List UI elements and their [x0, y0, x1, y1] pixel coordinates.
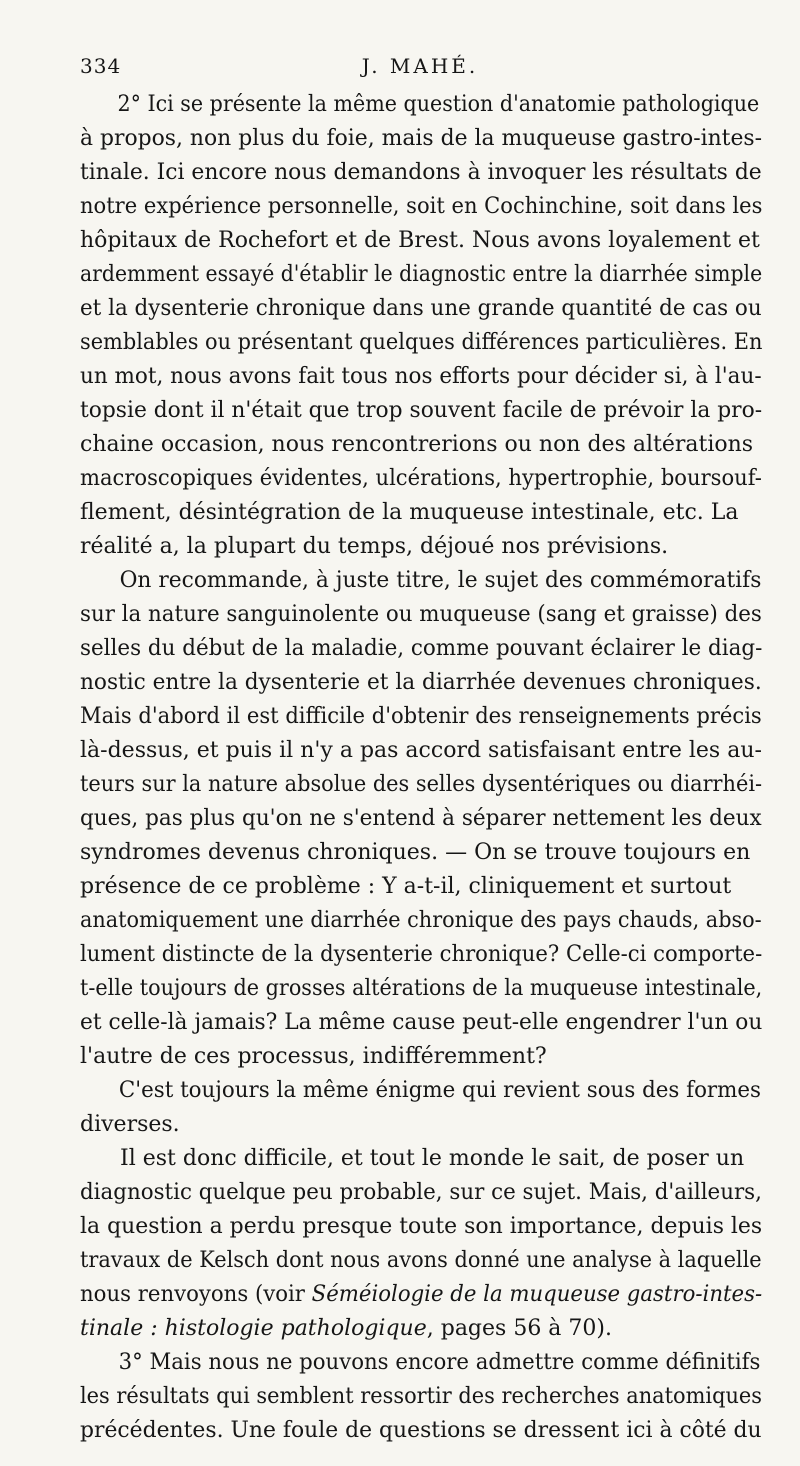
- text-line: On recommande, à juste titre, le sujet des commémoratifs: [119, 568, 762, 593]
- text-line: anatomiquement une diarrhée chronique des pays chauds, abso-: [80, 908, 762, 933]
- text-line: t-elle toujours de grosses altérations de la muqueuse intestinale,: [80, 976, 763, 1001]
- text-line: ardemment essayé d'établir le diagnostic entre la diarrhée simple: [80, 262, 763, 287]
- italic-reference: tinale : histologie pathologique: [80, 1316, 427, 1341]
- text-line: flement, désintégration de la muqueuse intestinale, etc. La: [80, 500, 739, 525]
- text-line: hôpitaux de Rochefort et de Brest. Nous avons loyalement et: [80, 228, 760, 253]
- text-line: à propos, non plus du foie, mais de la muqueuse gastro-intes-: [80, 126, 763, 151]
- body-text: [80, 88, 762, 1448]
- text-line: chaine occasion, nous rencontrerions ou non des altérations: [80, 432, 754, 457]
- text-line: ques, pas plus qu'on ne s'entend à séparer nettement les deux: [80, 806, 762, 831]
- text-line: les résultats qui semblent ressortir des recherches anatomiques: [80, 1384, 763, 1409]
- italic-reference: Séméiologie de la muqueuse gastro-intes-: [311, 1282, 763, 1307]
- text-line: macroscopiques évidentes, ulcérations, hypertrophie, boursouf-: [80, 466, 762, 491]
- paragraph-commemoratives: [80, 564, 762, 1074]
- text-line: lument distincte de la dysenterie chronique? Celle-ci comporte-: [80, 942, 763, 967]
- text-line: travaux de Kelsch dont nous avons donné une analyse à laquelle: [80, 1248, 762, 1273]
- running-head: J. MAHÉ.: [361, 54, 479, 78]
- text-fragment: , pages 56 à 70).: [426, 1316, 612, 1341]
- text-line: et la dysenterie chronique dans une grande quantité de cas ou: [80, 296, 762, 321]
- text-line: diagnostic quelque peu probable, sur ce sujet. Mais, d'ailleurs,: [80, 1180, 762, 1205]
- text-line: C'est toujours la même énigme qui revient sous des formes: [118, 1078, 762, 1103]
- text-line: 3° Mais nous ne pouvons encore admettre comme définitifs: [118, 1350, 761, 1375]
- text-line: et celle-là jamais? La même cause peut-elle engendrer l'un ou: [80, 1010, 763, 1035]
- page-number: 334: [80, 54, 122, 78]
- paragraph-enigma: [80, 1074, 762, 1142]
- text-line: topsie dont il n'était que trop souvent facile de prévoir la pro-: [80, 398, 763, 423]
- text-line: [80, 1312, 762, 1346]
- text-line: réalité a, la plupart du temps, déjoué nos prévisions.: [80, 534, 669, 559]
- text-line: notre expérience personnelle, soit en Cochinchine, soit dans les: [80, 194, 763, 219]
- text-line: [80, 1278, 763, 1312]
- text-line: tinale. Ici encore nous demandons à invoquer les résultats de: [80, 160, 762, 185]
- text-line: syndromes devenus chroniques. — On se trouve toujours en: [80, 840, 751, 865]
- text-line: semblables ou présentant quelques différences particulières. En: [80, 330, 763, 355]
- text-line: un mot, nous avons fait tous nos efforts pour décider si, à l'au-: [80, 364, 762, 389]
- text-line: présence de ce problème : Y a-t-il, cliniquement et surtout: [80, 874, 732, 899]
- text-line: Mais d'abord il est difficile d'obtenir des renseignements précis: [80, 704, 762, 729]
- text-line: Il est donc difficile, et tout le monde le sait, de poser un: [120, 1146, 745, 1171]
- text-line: sur la nature sanguinolente ou muqueuse (sang et graisse) des: [80, 602, 762, 627]
- text-line: 2° Ici se présente la même question d'anatomie pathologique: [117, 92, 760, 117]
- paragraph-anatomy-question: [80, 88, 762, 564]
- text-line: la question a perdu presque toute son importance, depuis les: [80, 1214, 763, 1239]
- text-line: précédentes. Une foule de questions se dressent ici à côté du: [80, 1418, 762, 1443]
- text-line: l'autre de ces processus, indifféremment?: [80, 1044, 547, 1069]
- page-header: [80, 50, 760, 84]
- paragraph-third-point: [80, 1346, 762, 1448]
- text-line: là-dessus, et puis il n'y a pas accord satisfaisant entre les au-: [80, 738, 762, 763]
- text-line: teurs sur la nature absolue des selles dysentériques ou diarrhéi-: [80, 772, 763, 797]
- text-line: diverses.: [80, 1112, 180, 1137]
- text-fragment: nous renvoyons (voir: [80, 1282, 312, 1307]
- text-line: selles du début de la maladie, comme pouvant éclairer le diag-: [80, 636, 763, 661]
- text-line: nostic entre la dysenterie et la diarrhée devenues chroniques.: [80, 670, 762, 695]
- paragraph-diagnosis: [80, 1142, 762, 1346]
